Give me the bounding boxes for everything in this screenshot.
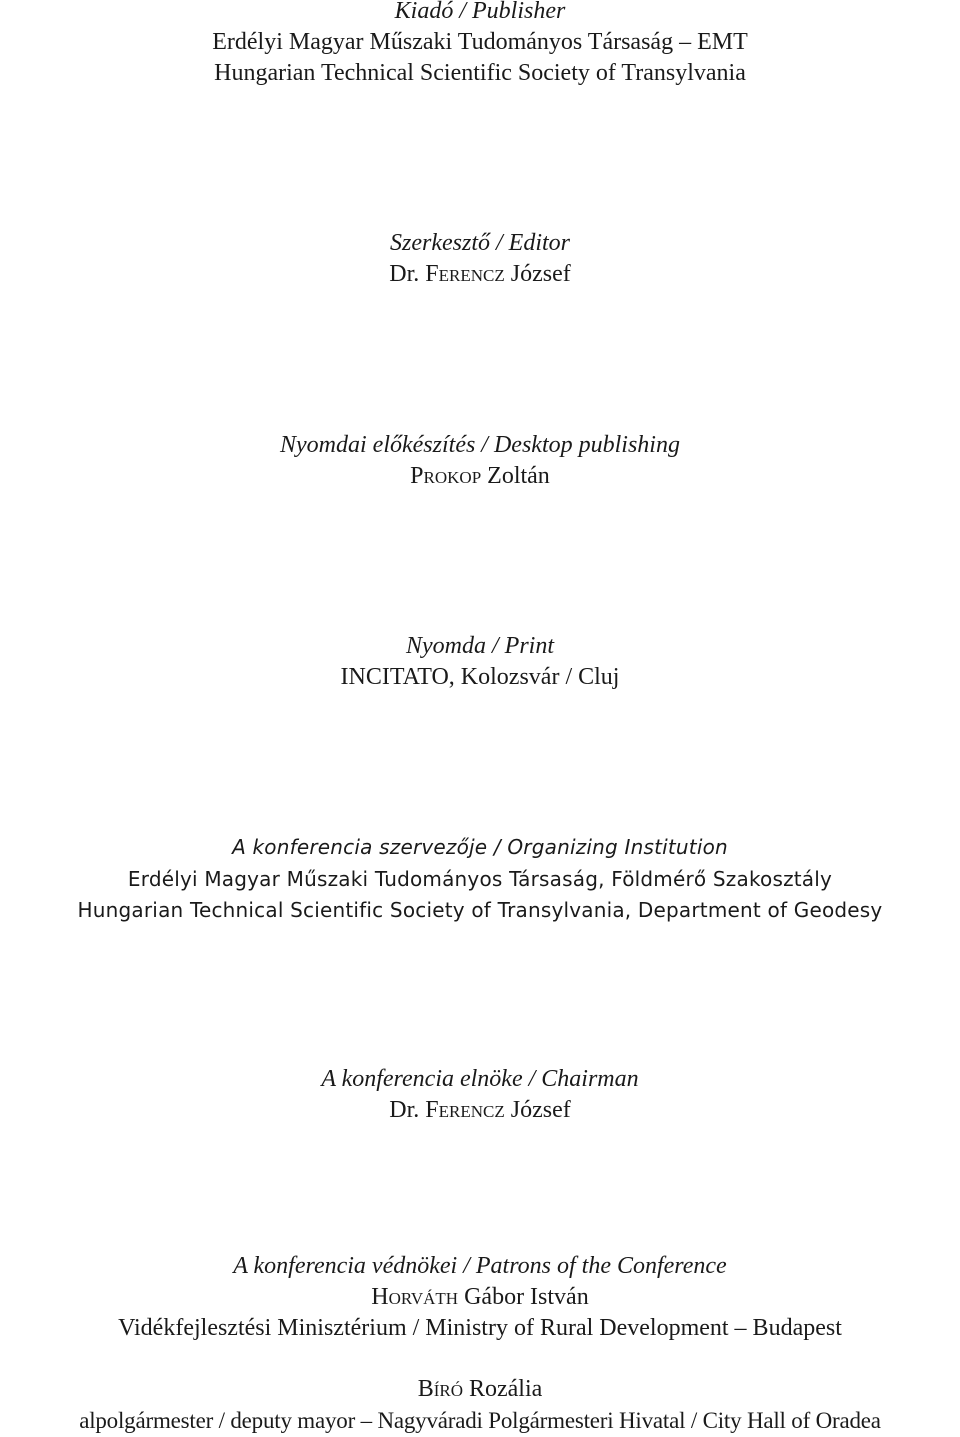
editor-name — [0, 259, 960, 290]
chairman-name — [0, 1095, 960, 1126]
patron-1-surname: Horváth — [371, 1284, 459, 1310]
dtp-label: Nyomdai előkészítés / Desktop publishing — [280, 432, 680, 458]
editor-prefix: Dr. — [389, 261, 426, 287]
publisher-label: Kiadó / Publisher — [394, 0, 566, 24]
patron-1-name — [0, 1282, 960, 1313]
patron-2-surname: Bíró — [417, 1376, 463, 1402]
editor-given-name: József — [504, 261, 571, 287]
patron-2-role: alpolgármester / deputy mayor – Nagyváradi Polgármesteri Hivatal / City Hall of Oradea — [79, 1408, 881, 1433]
chairman-surname: Ferencz — [425, 1097, 505, 1123]
dtp-surname: Prokop — [410, 463, 482, 489]
dtp-name — [0, 461, 960, 492]
patrons-label: A konferencia védnökei / Patrons of the Conference — [233, 1253, 727, 1279]
chairman-given-name: József — [504, 1097, 571, 1123]
patron-2-name — [0, 1374, 960, 1405]
print-label: Nyomda / Print — [406, 633, 554, 659]
chairman-prefix: Dr. — [389, 1097, 426, 1123]
organizer-name-hu: Erdélyi Magyar Műszaki Tudományos Társaság, Földmérő Szakosztály — [127, 867, 833, 891]
patron-1-role: Vidékfejlesztési Minisztérium / Ministry of Rural Development – Budapest — [118, 1315, 842, 1341]
organizer-label: A konferencia szervezője / Organizing Institution — [232, 835, 728, 859]
patron-2-given-name: Rozália — [462, 1376, 543, 1402]
patron-1-given-name: Gábor István — [458, 1284, 589, 1310]
editor-surname: Ferencz — [425, 261, 505, 287]
publisher-name-hu: Erdélyi Magyar Műszaki Tudományos Társaság – EMT — [212, 29, 748, 55]
organizer-name-en: Hungarian Technical Scientific Society of Transylvania, Department of Geodesy — [77, 898, 883, 922]
editor-label: Szerkesztő / Editor — [390, 230, 570, 256]
dtp-given-name: Zoltán — [481, 463, 550, 489]
print-value: INCITATO, Kolozsvár / Cluj — [340, 664, 620, 690]
publisher-name-en: Hungarian Technical Scientific Society of Transylvania — [214, 60, 746, 86]
chairman-label: A konferencia elnöke / Chairman — [321, 1066, 639, 1092]
